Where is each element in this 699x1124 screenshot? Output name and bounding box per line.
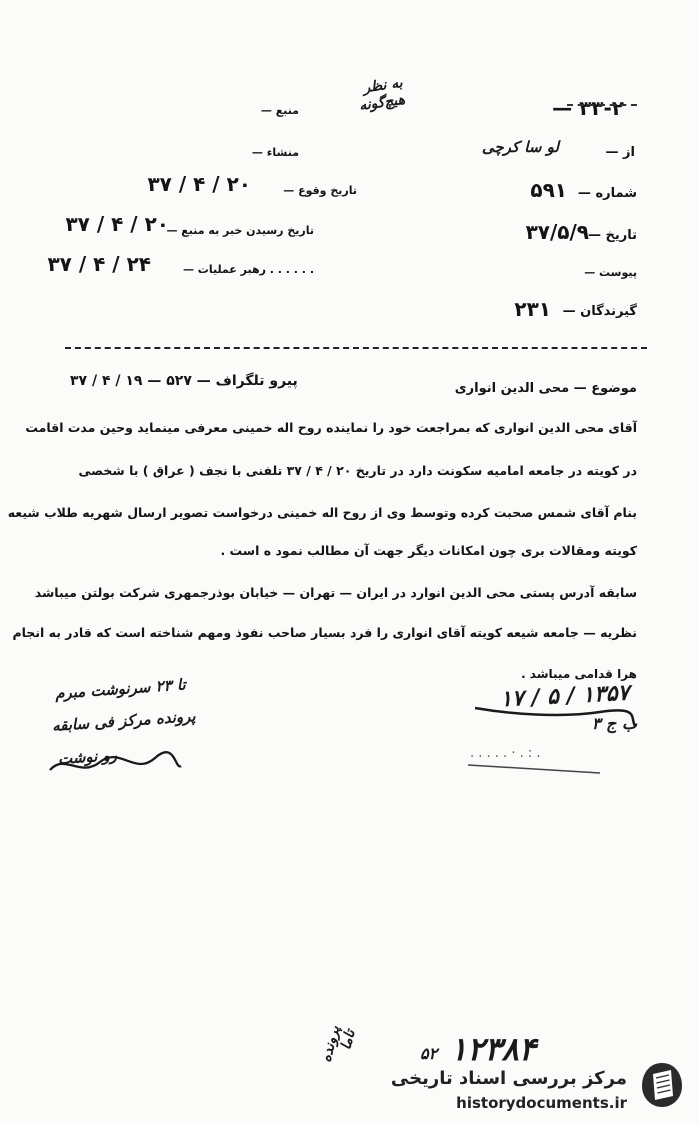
number-value: ۵۹۱ xyxy=(530,178,567,202)
origin-label: منشاء — xyxy=(251,146,299,159)
subject-line: موضوع — محی الدین انواری xyxy=(454,381,637,396)
stamp-number: ۱۲۳۸۴ xyxy=(450,1030,536,1068)
recipients-value: ۲۳۱ xyxy=(514,297,551,321)
body-line-4: کویته ومقالات بری چون امکانات دیگر جهت آن مطالب نمود ه است . xyxy=(220,543,637,558)
from-label: از — xyxy=(605,145,635,160)
top-annotation: به نظر هیچ‌گونه xyxy=(358,74,406,115)
left-note-2: پرونده مرکز فی سابقه xyxy=(51,707,197,735)
recipients-label: گیرندگان — xyxy=(562,304,637,319)
left-note-3: رو نوشت xyxy=(57,745,118,769)
stamp-faint xyxy=(460,735,610,775)
received-date-value: ۲۰ / ۴ / ۳۷ xyxy=(65,212,169,236)
bureau-ref: پیرو تلگراف — ۵۲۷ — ۱۹ / ۴ / ۳۷ xyxy=(70,373,298,389)
source-label: منبع — xyxy=(260,104,299,117)
body-line-3: بنام آقای شمس صحبت کرده وتوسط وی از روح اله خمینی درخواست تصویر ارسال شهریه طلاب شیعه xyxy=(7,505,637,520)
body-line-2: در کویته در جامعه امامیه سکونت دارد در تاریخ ۲۰ / ۴ / ۳۷ تلفنی با نجف ( عراق ) با شخصی xyxy=(78,463,637,478)
number-label: شماره — xyxy=(577,186,637,201)
number-top: ۳۳-۲ — xyxy=(552,96,624,120)
ops-leader-value: ۲۴ / ۴ / ۳۷ xyxy=(47,252,151,276)
received-date-label: تاریخ رسیدن خبر به منبع — xyxy=(166,224,314,237)
dashed-line xyxy=(567,104,637,106)
date-value: ۳۷/۵/۹ xyxy=(525,220,589,244)
archive-logo-icon xyxy=(639,1060,685,1110)
watermark-title: مرکز بررسی اسناد تاریخی xyxy=(390,1068,627,1089)
occurrence-date-value: ۲۰ / ۴ / ۳۷ xyxy=(147,172,251,196)
footer-handwritten: پرونده تاما xyxy=(318,1024,359,1064)
ops-leader-label: . . . . . . رهبر عملیات — xyxy=(182,263,314,276)
date-label: تاریخ — xyxy=(587,228,637,243)
body-line-5: سابقه آدرس پستی محی الدین انوارد در ایران — تهران — خیابان بوذرجمهری شرکت بولتن میباشد xyxy=(34,585,637,600)
signature-mark: ب ج ۳ xyxy=(591,714,637,733)
stamp-prefix: ۵۲ xyxy=(420,1044,438,1063)
body-line-7: هرا قدامی میباشد . xyxy=(521,667,637,681)
body-line-1: آقای محی الدین انواری که بمراجعت خود را نماینده روح اله خمینی معرفی مینماید وحین مدت اقامت xyxy=(25,420,637,435)
svg-text:. . . . . · . : .: . . . . . · . : . xyxy=(470,746,541,761)
separator-line xyxy=(65,347,647,349)
left-note-1: تا ۲۳ سرنوشت مبرم xyxy=(54,675,187,703)
from-value: لو سا کرچی xyxy=(481,138,559,156)
left-signature xyxy=(45,745,185,782)
body-line-6: نظریه — جامعه شیعه کویته آقای انواری را فرد بسیار صاحب نفوذ ومهم شناخته است که قادر به انجام xyxy=(12,625,637,640)
occurrence-date-label: تاریخ وقوع — xyxy=(283,184,357,197)
signature-date: ۱۳۵۷ / ۵ / ۱۷ xyxy=(498,679,630,713)
attachment-label: پیوست — xyxy=(584,266,637,279)
watermark-url: historydocuments.ir xyxy=(456,1094,627,1112)
